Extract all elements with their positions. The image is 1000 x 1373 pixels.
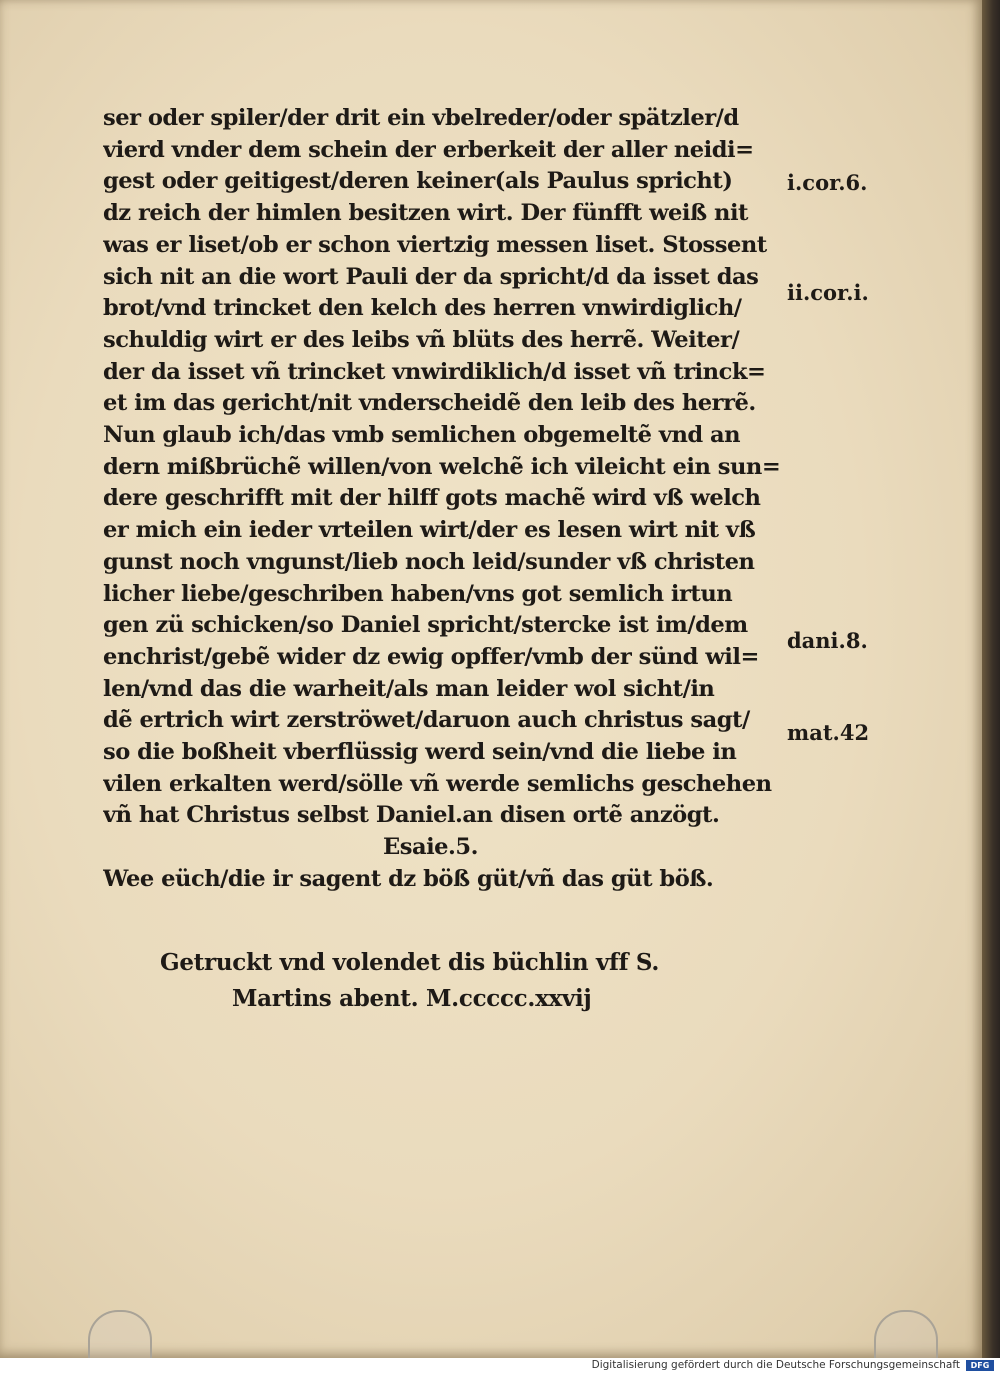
body-line: enchrist/gebẽ wider dz ewig opffer/vmb der sünd wil= <box>103 643 759 670</box>
margin-note-dani8: dani.8. <box>787 628 868 653</box>
body-line: dere geschrifft mit der hilff gots machẽ wird vß welch <box>103 485 761 512</box>
margin-note-mat42: mat.42 <box>787 720 870 745</box>
body-line: schuldig wirt er des leibs vñ blüts des herrẽ. Weiter/ <box>103 326 740 353</box>
body-line: len/vnd das die warheit/als man leider wol sicht/in <box>103 675 715 702</box>
body-line: brot/vnd trincket den kelch des herren vnwirdiglich/ <box>103 295 742 322</box>
page-clip-left <box>88 1310 152 1358</box>
body-line: vñ hat Christus selbst Daniel.an disen ortẽ anzögt. <box>103 802 720 829</box>
colophon-line-2: Martins abent. M.ccccc.xxvij <box>232 985 592 1012</box>
margin-note-1cor6: i.cor.6. <box>787 170 868 195</box>
body-line: dẽ ertrich wirt zerströwet/daruon auch christus sagt/ <box>103 707 750 734</box>
colophon-line-1: Getruckt vnd volendet dis büchlin vff S. <box>160 949 660 976</box>
funding-credit: Digitalisierung gefördert durch die Deutsche Forschungsgemeinschaft <box>591 1359 960 1371</box>
body-line: vilen erkalten werd/sölle vñ werde semlichs geschehen <box>103 770 772 797</box>
body-line: dz reich der himlen besitzen wirt. Der fünfft weiß nit <box>103 200 748 227</box>
body-line: dern mißbrüchẽ willen/von welchẽ ich vileicht ein sun= <box>103 453 781 480</box>
body-line: sich nit an die wort Pauli der da spricht/d da isset das <box>103 263 759 290</box>
body-line: der da isset vñ trincket vnwirdiklich/d isset vñ trinck= <box>103 358 766 385</box>
body-line: gen zü schicken/so Daniel spricht/stercke ist im/dem <box>103 612 748 639</box>
body-line: Nun glaub ich/das vmb semlichen obgemeltẽ vnd an <box>103 422 741 449</box>
body-line: so die boßheit vberflüssig werd sein/vnd die liebe in <box>103 739 737 766</box>
closing-line: Wee eüch/die ir sagent dz böß güt/vñ das güt böß. <box>103 865 714 892</box>
body-line: vierd vnder dem schein der erberkeit der aller neidi= <box>103 136 754 163</box>
colophon <box>160 945 760 1017</box>
book-edge <box>982 0 1000 1358</box>
margin-note-2cor1: ii.cor.i. <box>787 280 869 305</box>
body-line: er mich ein ieder vrteilen wirt/der es lesen wirt nit vß <box>103 517 756 544</box>
body-line: gunst noch vngunst/lieb noch leid/sunder vß christen <box>103 548 755 575</box>
body-line: ser oder spiler/der drit ein vbelreder/oder spätzler/d <box>103 105 739 131</box>
body-line: et im das gericht/nit vnderscheidẽ den leib des herrẽ. <box>103 390 756 417</box>
body-line: gest oder geitigest/deren keiner(als Paulus spricht) <box>103 168 733 195</box>
body-line: was er liset/ob er schon viertzig messen liset. Stossent <box>103 231 767 258</box>
body-text <box>103 103 783 896</box>
esaie-heading: Esaie.5. <box>383 834 478 861</box>
page-clip-right <box>874 1310 938 1358</box>
dfg-logo: DFG <box>966 1360 994 1371</box>
scan-footer <box>0 1358 1000 1373</box>
body-line: licher liebe/geschriben haben/vns got semlich irtun <box>103 580 733 607</box>
